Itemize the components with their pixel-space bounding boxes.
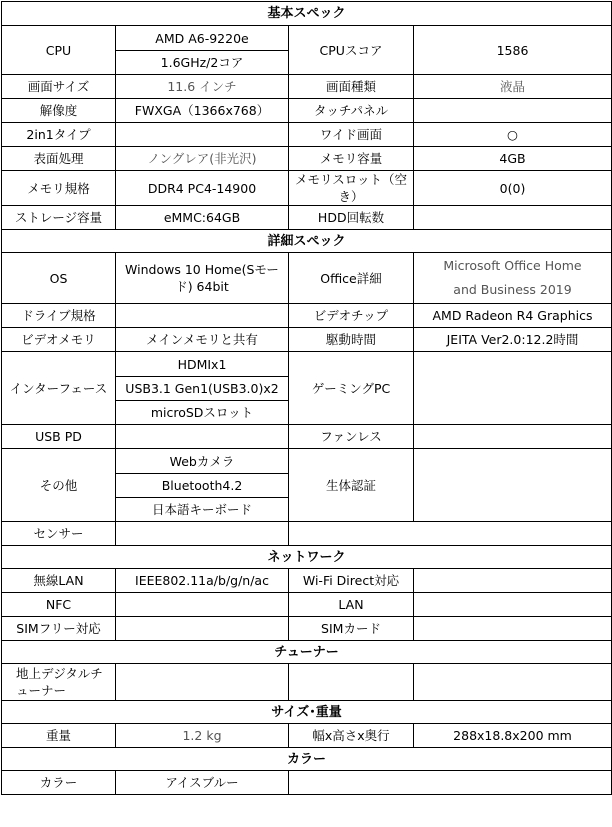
screen-type: 液晶 — [414, 75, 612, 99]
wlan-label: 無線LAN — [2, 569, 116, 593]
hdd-rpm-value — [414, 206, 612, 230]
weight-label: 重量 — [2, 724, 116, 748]
color-label: カラー — [2, 771, 116, 795]
screen-type-label: 画面種類 — [289, 75, 414, 99]
simfree-value — [116, 617, 289, 641]
touch-label: タッチパネル — [289, 99, 414, 123]
section-network: ネットワーク — [2, 546, 612, 569]
resolution-label: 解像度 — [2, 99, 116, 123]
video-memory-label: ビデオメモリ — [2, 328, 116, 352]
wlan-value: IEEE802.11a/b/g/n/ac — [116, 569, 289, 593]
usbpd-label: USB PD — [2, 425, 116, 449]
fanless-value — [414, 425, 612, 449]
section-detail: 詳細スペック — [2, 230, 612, 253]
wide-label: ワイド画面 — [289, 123, 414, 147]
video-chip-label: ビデオチップ — [289, 304, 414, 328]
twoinone-label: 2in1タイプ — [2, 123, 116, 147]
cpu-label: CPU — [2, 26, 116, 75]
spec-table — [1, 1, 612, 795]
tuner-blank-value — [414, 664, 612, 701]
video-chip: AMD Radeon R4 Graphics — [414, 304, 612, 328]
surface-value: ノングレア(非光沢) — [116, 147, 289, 171]
office-line-2: and Business 2019 — [453, 282, 572, 297]
sensor-label: センサー — [2, 522, 116, 546]
fanless-label: ファンレス — [289, 425, 414, 449]
twoinone-value — [116, 123, 289, 147]
other-label: その他 — [2, 449, 116, 522]
cpu-model: AMD A6-9220e — [116, 26, 289, 51]
nfc-value — [116, 593, 289, 617]
office-value — [414, 253, 612, 304]
office-label: Office詳細 — [289, 253, 414, 304]
hdd-rpm-label: HDD回転数 — [289, 206, 414, 230]
gaming-label: ゲーミングPC — [289, 352, 414, 425]
biometric-label: 生体認証 — [289, 449, 414, 522]
sensor-value — [116, 522, 289, 546]
dimensions-label: 幅x高さx奥行 — [289, 724, 414, 748]
other-item: 日本語キーボード — [116, 498, 289, 522]
video-memory: メインメモリと共有 — [116, 328, 289, 352]
biometric-value — [414, 449, 612, 522]
color-value: アイスブルー — [116, 771, 289, 795]
cpu-score: 1586 — [414, 26, 612, 75]
wide-value: ○ — [414, 123, 612, 147]
simfree-label: SIMフリー対応 — [2, 617, 116, 641]
dimensions-value: 288x18.8x200 mm — [414, 724, 612, 748]
os-label: OS — [2, 253, 116, 304]
simcard-label: SIMカード — [289, 617, 414, 641]
weight-value: 1.2 kg — [116, 724, 289, 748]
battery-value: JEITA Ver2.0:12.2時間 — [414, 328, 612, 352]
color-blank — [289, 771, 612, 795]
section-size: サイズ･重量 — [2, 701, 612, 724]
digital-tuner-value — [116, 664, 289, 701]
wifi-direct-value — [414, 569, 612, 593]
section-tuner: チューナー — [2, 641, 612, 664]
memory-slot-label: メモリスロット（空き） — [289, 171, 414, 206]
battery-label: 駆動時間 — [289, 328, 414, 352]
memory-spec-label: メモリ規格 — [2, 171, 116, 206]
interface-item: microSDスロット — [116, 401, 289, 425]
memory-value: 4GB — [414, 147, 612, 171]
cpu-score-label: CPUスコア — [289, 26, 414, 75]
tuner-blank-label — [289, 664, 414, 701]
surface-label: 表面処理 — [2, 147, 116, 171]
touch-value — [414, 99, 612, 123]
drive-value — [116, 304, 289, 328]
section-basic: 基本スペック — [2, 2, 612, 26]
digital-tuner-label: 地上デジタルチューナー — [2, 664, 116, 701]
os-value: Windows 10 Home(Sモード) 64bit — [116, 253, 289, 304]
lan-value — [414, 593, 612, 617]
office-line-1: Microsoft Office Home — [443, 258, 582, 273]
memory-label: メモリ容量 — [289, 147, 414, 171]
nfc-label: NFC — [2, 593, 116, 617]
usbpd-value — [116, 425, 289, 449]
memory-spec: DDR4 PC4-14900 — [116, 171, 289, 206]
cpu-clock: 1.6GHz/2コア — [116, 51, 289, 75]
other-item: Webカメラ — [116, 449, 289, 474]
lan-label: LAN — [289, 593, 414, 617]
drive-label: ドライブ規格 — [2, 304, 116, 328]
simcard-value — [414, 617, 612, 641]
resolution: FWXGA（1366x768） — [116, 99, 289, 123]
storage-label: ストレージ容量 — [2, 206, 116, 230]
memory-slot: 0(0) — [414, 171, 612, 206]
wifi-direct-label: Wi-Fi Direct対応 — [289, 569, 414, 593]
section-color: カラー — [2, 748, 612, 771]
gaming-value — [414, 352, 612, 425]
other-item: Bluetooth4.2 — [116, 474, 289, 498]
storage-value: eMMC:64GB — [116, 206, 289, 230]
screen-size: 11.6 インチ — [116, 75, 289, 99]
screen-size-label: 画面サイズ — [2, 75, 116, 99]
interface-item: HDMIx1 — [116, 352, 289, 377]
interface-item: USB3.1 Gen1(USB3.0)x2 — [116, 377, 289, 401]
interface-label: インターフェース — [2, 352, 116, 425]
sensor-blank — [289, 522, 612, 546]
